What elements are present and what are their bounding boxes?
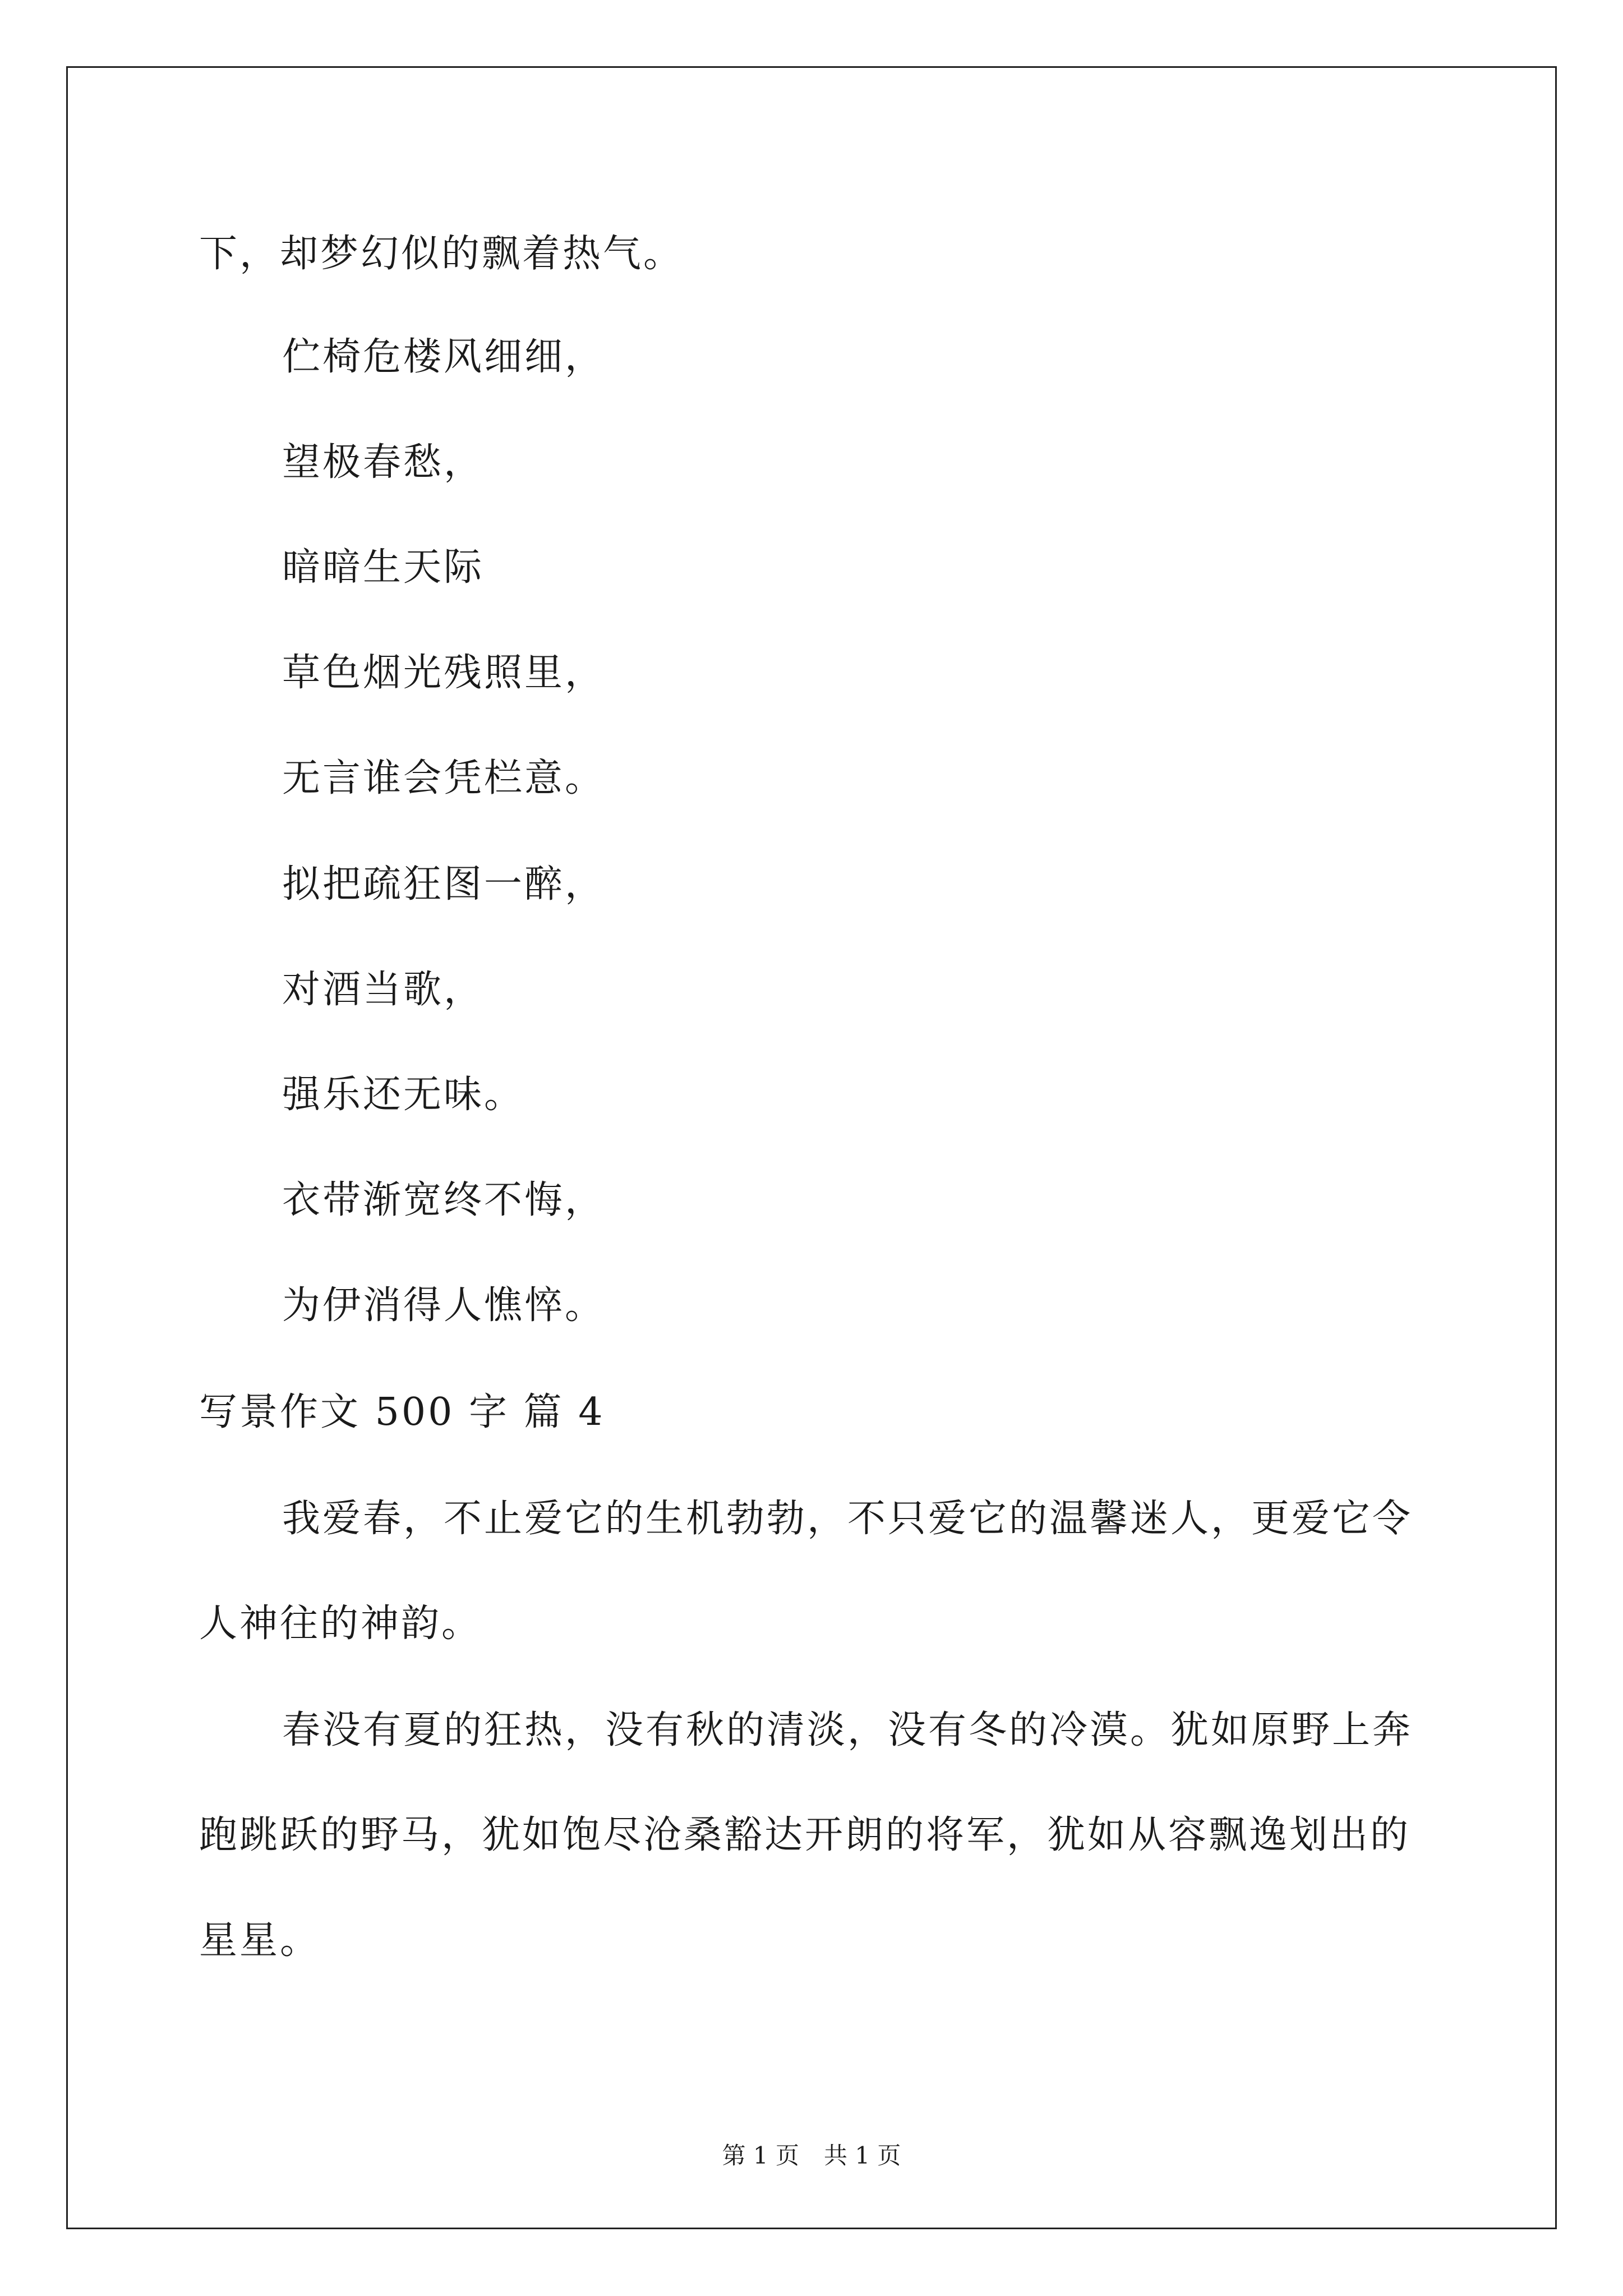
poem-line: 拟把疏狂图一醉， [282,862,606,907]
text-line: 下，却梦幻似的飘着热气。 [199,232,684,276]
poem-line: 无言谁会凭栏意。 [282,756,606,800]
paragraph-line: 人神往的神韵。 [199,1602,482,1646]
paragraph-line: 跑跳跃的野马，犹如饱尽沧桑豁达开朗的将军，犹如从容飘逸划出的 [199,1813,1411,1857]
section-heading: 写景作文 500 字 篇 4 [199,1390,605,1434]
poem-line: 伫椅危楼风细细， [282,335,606,379]
poem-line: 草色烟光残照里， [282,651,606,695]
poem-line: 暗暗生天际 [282,545,485,590]
page-footer [0,2142,1623,2170]
paragraph-line: 春没有夏的狂热，没有秋的清淡，没有冬的冷漠。犹如原野上奔 [282,1708,1413,1752]
poem-line: 对酒当歌， [282,968,485,1012]
page-total: 共 1 页 [824,2142,901,2169]
poem-line: 望极春愁， [282,440,485,485]
paragraph-line: 我爱春，不止爱它的生机勃勃，不只爱它的温馨迷人，更爱它令 [282,1497,1413,1541]
page-border [66,66,1557,2229]
paragraph-line: 星星。 [199,1918,321,1963]
poem-line: 为伊消得人憔悴。 [282,1283,606,1328]
poem-line: 强乐还无味。 [282,1073,525,1117]
poem-line: 衣带渐宽终不悔， [282,1178,606,1222]
page-number: 第 1 页 [722,2142,799,2169]
